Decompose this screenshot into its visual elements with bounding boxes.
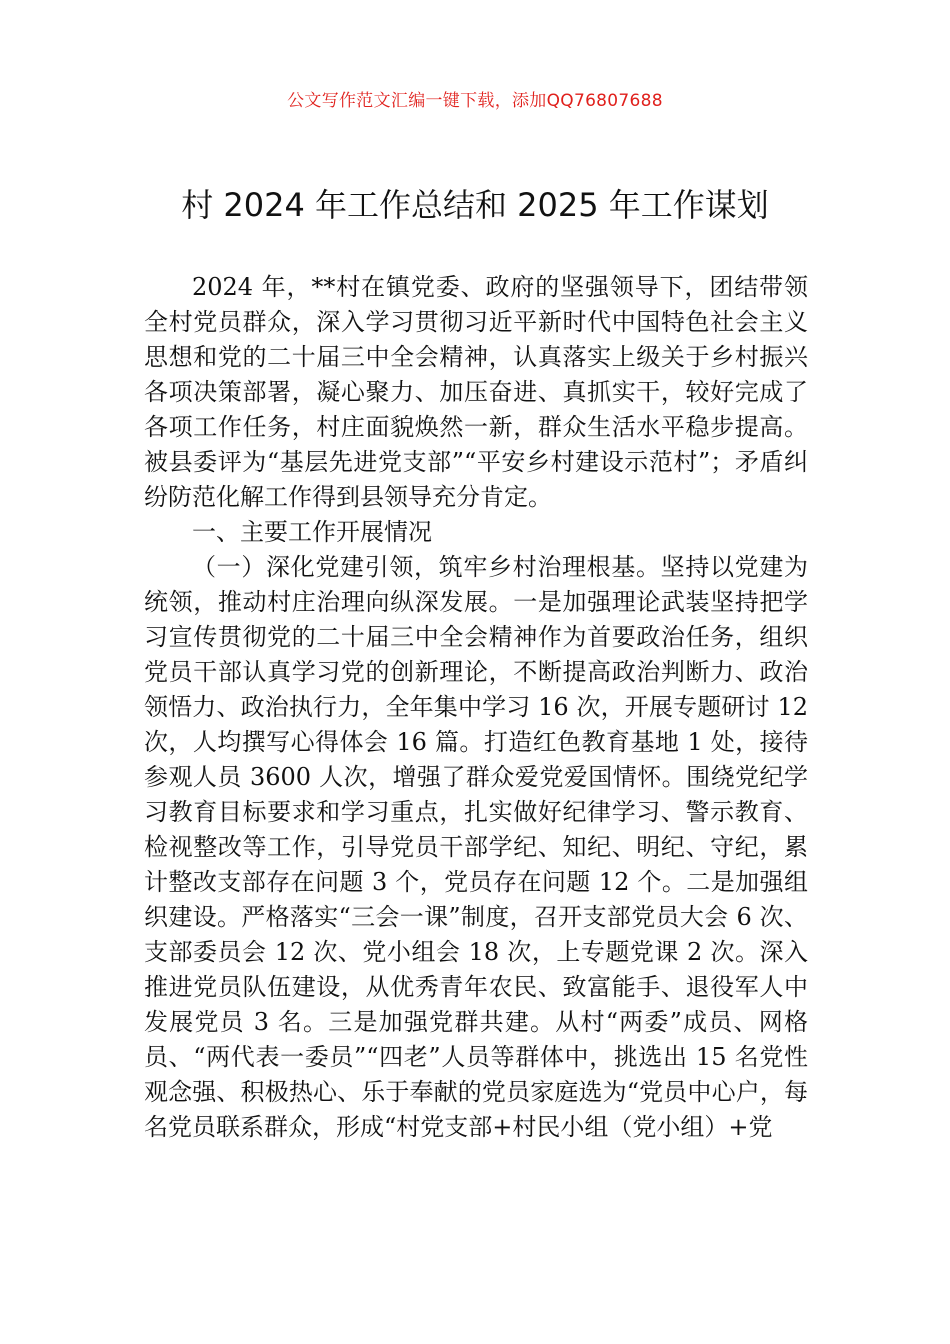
- subsection-paragraph-1: （一）深化党建引领，筑牢乡村治理根基。坚持以党建为统领，推动村庄治理向纵深发展。一是加强理论武装坚持把学习宣传贯彻党的二十届三中全会精神作为首要政治任务，组织党员干部认真学习党的创新理论，不断提高政治判断力、政治领悟力、政治执行力，全年集中学习 16 次，开展专题研讨 12 次，人均撰写心得体会 16 篇。打造红色教育基地 1 处，接待参观人员 3600 人次，增强了群众爱党爱国情怀。围绕党纪学习教育目标要求和学习重点，扎实做好纪律学习、警示教育、检视整改等工作，引导党员干部学纪、知纪、明纪、守纪，累计整改支部存在问题 3 个，党员存在问题 12 个。二是加强组织建设。严格落实“三会一课”制度，召开支部党员大会 6 次、支部委员会 12 次、党小组会 18 次，上专题党课 2 次。深入推进党员队伍建设，从优秀青年农民、致富能手、退役军人中发展党员 3 名。三是加强党群共建。从村“两委”成员、网格员、“两代表一委员”“四老”人员等群体中，挑选出 15 名党性观念强、积极热心、乐于奉献的党员家庭选为“党员中心户，每名党员联系群众，形成“村党支部+村民小组（党小组）+党: [144, 553, 808, 1141]
- document-body: [144, 270, 808, 1145]
- header-download-note: 公文写作范文汇编一键下载，添加QQ76807688: [287, 91, 663, 111]
- intro-paragraph: 2024 年，**村在镇党委、政府的坚强领导下，团结带领全村党员群众，深入学习贯彻习近平新时代中国特色社会主义思想和党的二十届三中全会精神，认真落实上级关于乡村振兴各项决策部署，凝心聚力、加压奋进、真抓实干，较好完成了各项工作任务，村庄面貌焕然一新，群众生活水平稳步提高。被县委评为“基层先进党支部”“平安乡村建设示范村”；矛盾纠纷防范化解工作得到县领导充分肯定。: [144, 273, 808, 511]
- section-heading-1: 一、主要工作开展情况: [192, 518, 432, 546]
- document-title: 村 2024 年工作总结和 2025 年工作谋划: [181, 186, 769, 224]
